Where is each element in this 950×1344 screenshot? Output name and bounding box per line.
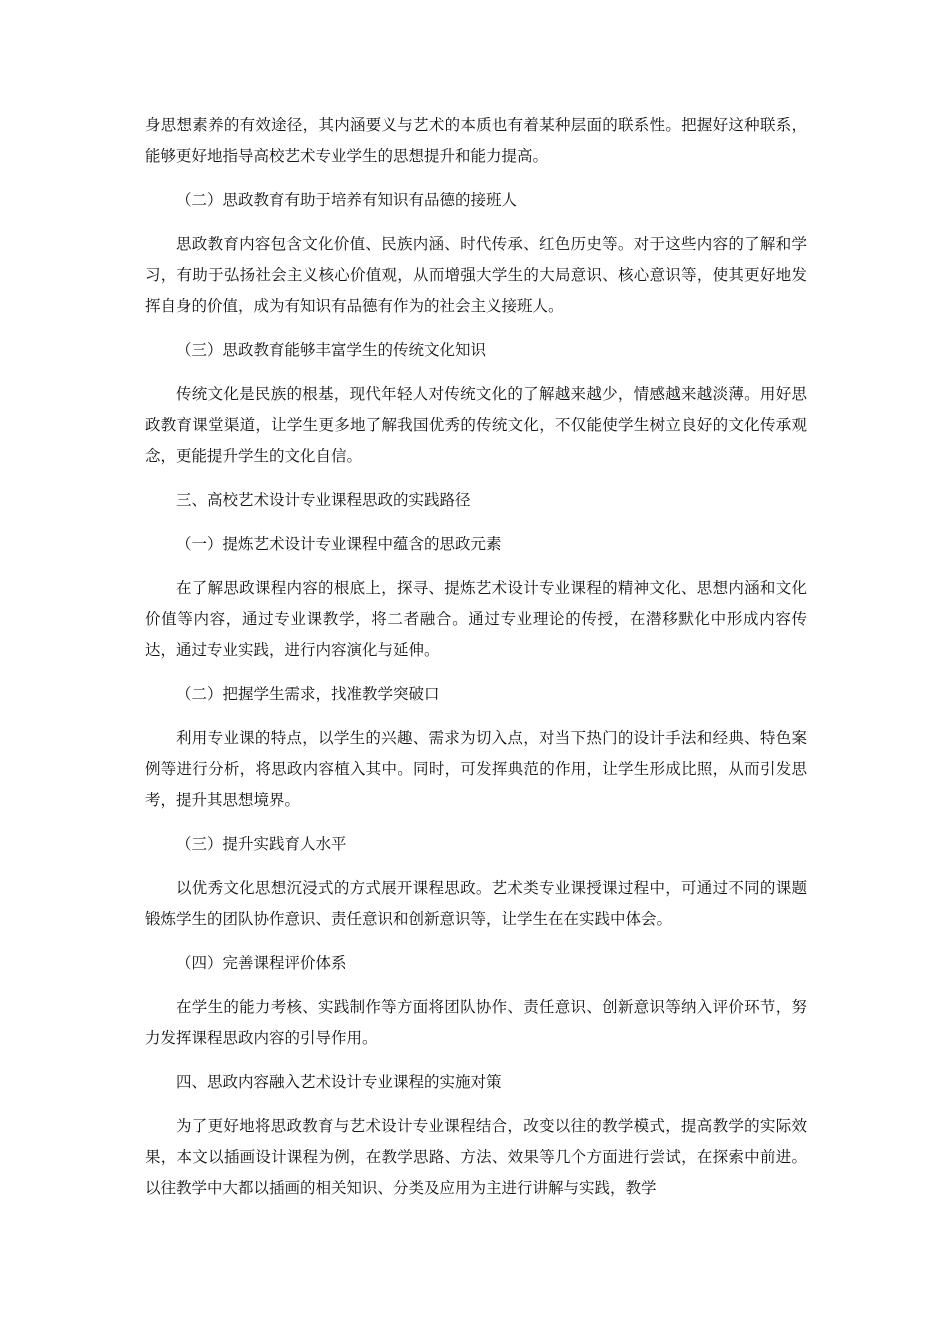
- paragraph: 传统文化是民族的根基，现代年轻人对传统文化的了解越来越少，情感越来越淡薄。用好思政教育课堂渠道，让学生更多地了解我国优秀的传统文化，不仅能使学生树立良好的文化传承观念，更能提升学生的文化自信。: [145, 385, 807, 465]
- paragraph: 为了更好地将思政教育与艺术设计专业课程结合，改变以往的教学模式，提高教学的实际效果，本文以插画设计课程为例，在教学思路、方法、效果等几个方面进行尝试，在探索中前进。以往教学中大都以插画的相关知识、分类及应用为主进行讲解与实践，教学: [145, 1117, 807, 1197]
- section-heading: （二）思政教育有助于培养有知识有品德的接班人: [176, 191, 518, 209]
- paragraph-continued: 身思想素养的有效途径，其内涵要义与艺术的本质也有着某种层面的联系性。把握好这种联系，能够更好地指导高校艺术专业学生的思想提升和能力提高。: [145, 116, 807, 165]
- paragraph: 思政教育内容包含文化价值、民族内涵、时代传承、红色历史等。对于这些内容的了解和学习，有助于弘扬社会主义核心价值观，从而增强大学生的大局意识、核心意识等，使其更好地发挥自身的价值，成为有知识有品德有作为的社会主义接班人。: [145, 235, 807, 315]
- chapter-heading: 四、思政内容融入艺术设计专业课程的实施对策: [176, 1073, 502, 1091]
- document-page: [145, 110, 807, 1204]
- paragraph: 在学生的能力考核、实践制作等方面将团队协作、责任意识、创新意识等纳入评价环节，努力发挥课程思政内容的引导作用。: [145, 998, 807, 1047]
- paragraph: 利用专业课的特点，以学生的兴趣、需求为切入点，对当下热门的设计手法和经典、特色案例等进行分析，将思政内容植入其中。同时，可发挥典范的作用，让学生形成比照，从而引发思考，提升其思想境界。: [145, 729, 807, 809]
- section-heading: （一）提炼艺术设计专业课程中蕴含的思政元素: [176, 535, 502, 553]
- section-heading: （三）思政教育能够丰富学生的传统文化知识: [176, 341, 487, 359]
- section-heading: （三）提升实践育人水平: [176, 835, 347, 853]
- chapter-heading: 三、高校艺术设计专业课程思政的实践路径: [176, 491, 471, 509]
- section-heading: （四）完善课程评价体系: [176, 954, 347, 972]
- paragraph: 以优秀文化思想沉浸式的方式展开课程思政。艺术类专业课授课过程中，可通过不同的课题锻炼学生的团队协作意识、责任意识和创新意识等，让学生在在实践中体会。: [145, 879, 807, 928]
- paragraph: 在了解思政课程内容的根底上，探寻、提炼艺术设计专业课程的精神文化、思想内涵和文化价值等内容，通过专业课教学，将二者融合。通过专业理论的传授，在潜移默化中形成内容传达，通过专业实践，进行内容演化与延伸。: [145, 579, 807, 659]
- section-heading: （二）把握学生需求，找准教学突破口: [176, 685, 440, 703]
